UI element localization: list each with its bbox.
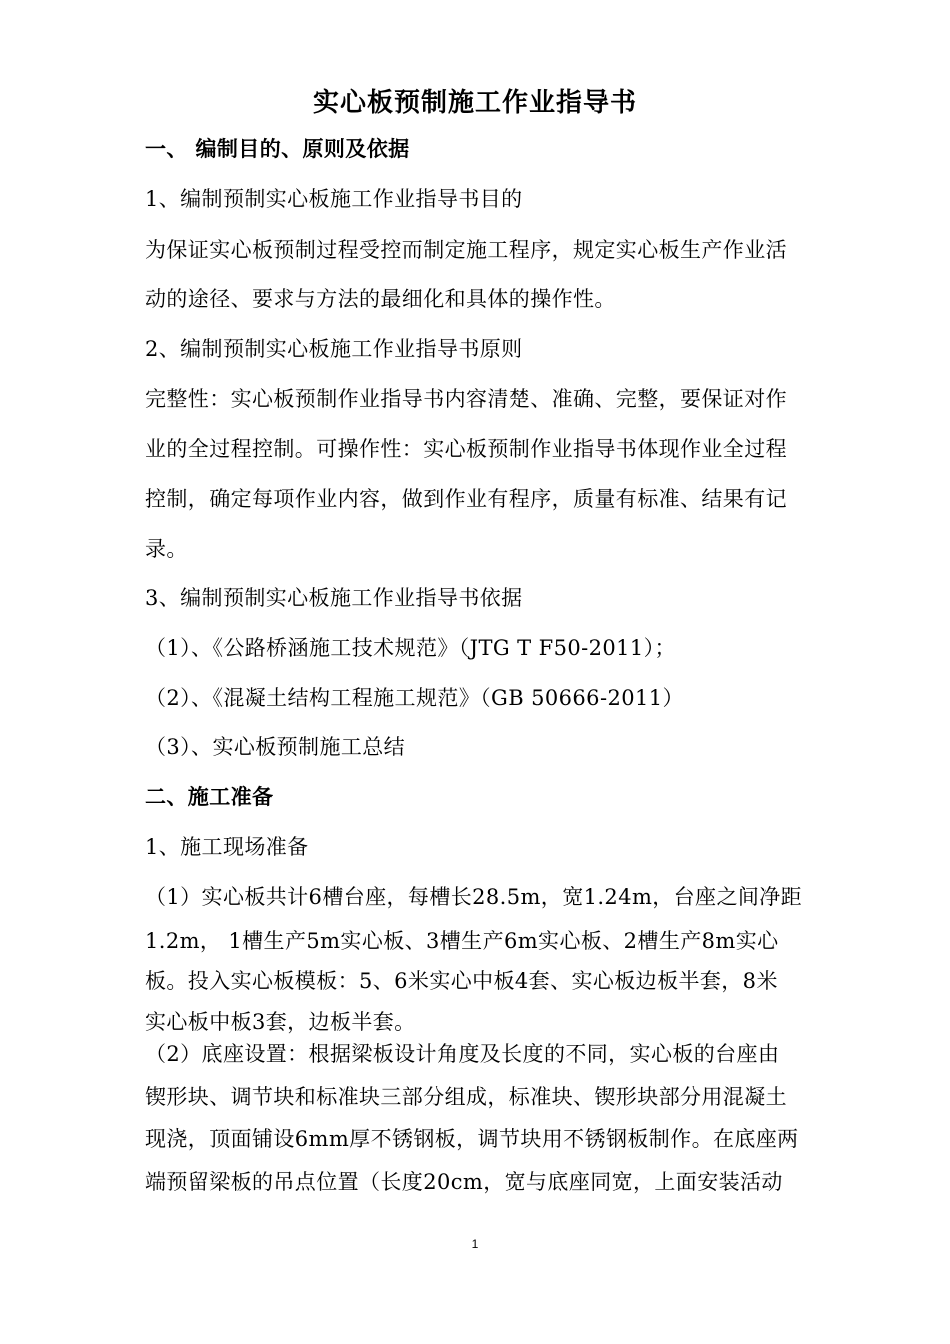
section-heading-2: 二、施工准备 <box>145 785 274 809</box>
basis-item-3: （3）、实心板预制施工总结 <box>145 735 406 759</box>
document-title: 实心板预制施工作业指导书 <box>312 88 637 118</box>
paragraph-line: 1.2m， 1槽生产5m实心板、3槽生产6m实心板、2槽生产8m实心 <box>145 929 779 953</box>
subsection-principles: 2、编制预制实心板施工作业指导书原则 <box>145 337 523 361</box>
paragraph-line: 锲形块、调节块和标准块三部分组成，标准块、锲形块部分用混凝土 <box>145 1085 787 1109</box>
paragraph-line: （1）实心板共计6槽台座，每槽长28.5m，宽1.24m，台座之间净距 <box>145 885 803 909</box>
page-number: 1 <box>471 1237 479 1251</box>
paragraph-line: 动的途径、要求与方法的最细化和具体的操作性。 <box>145 287 616 311</box>
paragraph-line: 实心板中板3套，边板半套。 <box>145 1010 416 1034</box>
basis-item-1: （1）、《公路桥涵施工技术规范》（JTG T F50-2011）； <box>145 636 676 660</box>
paragraph-line: 录。 <box>145 537 188 561</box>
subsection-basis: 3、编制预制实心板施工作业指导书依据 <box>145 586 523 610</box>
paragraph-line: 完整性：实心板预制作业指导书内容清楚、准确、完整，要保证对作 <box>145 387 787 411</box>
paragraph-line: 业的全过程控制。可操作性：实心板预制作业指导书体现作业全过程 <box>145 437 787 461</box>
subsection-purpose: 1、编制预制实心板施工作业指导书目的 <box>145 187 523 211</box>
paragraph-line: 为保证实心板预制过程受控而制定施工程序，规定实心板生产作业活 <box>145 238 787 262</box>
section-heading-1: 一、 编制目的、原则及依据 <box>145 137 410 161</box>
paragraph-line: 板。投入实心板模板：5、6米实心中板4套、实心板边板半套，8米 <box>145 969 778 993</box>
subsection-site-preparation: 1、施工现场准备 <box>145 835 309 859</box>
basis-item-2: （2）、《混凝土结构工程施工规范》（GB 50666-2011） <box>145 686 684 710</box>
paragraph-line: 现浇，顶面铺设6mm厚不锈钢板，调节块用不锈钢板制作。在底座两 <box>145 1127 799 1151</box>
paragraph-line: 端预留梁板的吊点位置（长度20cm，宽与底座同宽，上面安装活动 <box>145 1170 783 1194</box>
paragraph-line: （2）底座设置：根据梁板设计角度及长度的不同，实心板的台座由 <box>145 1042 780 1066</box>
paragraph-line: 控制，确定每项作业内容，做到作业有程序，质量有标准、结果有记 <box>145 487 787 511</box>
